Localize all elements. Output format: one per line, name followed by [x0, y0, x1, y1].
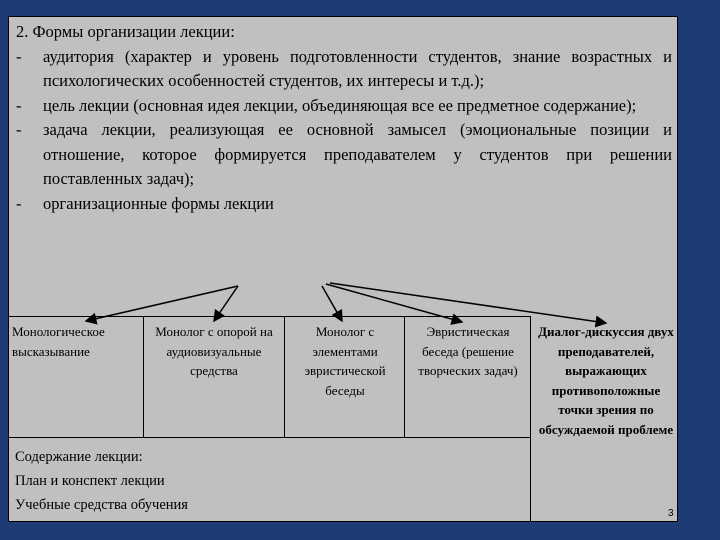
- arrow-to-monologue: [86, 286, 238, 321]
- form-dialogue-discussion: Диалог-дискуссия двух преподавателей, выражающих противоположные точки зрения по обсуждаемой проблеме: [538, 324, 674, 437]
- page-number: 3: [668, 508, 674, 519]
- bullet-dash: -: [16, 193, 22, 213]
- bullet-text: организационные формы лекции: [43, 193, 274, 213]
- form-monologue: Монологическое высказывание: [12, 324, 105, 359]
- content-line: План и конспект лекции: [15, 473, 165, 489]
- form-monologue-av: Монолог с опорой на аудиовизуальные средства: [155, 324, 273, 378]
- arrow-to-heuristic-conversation: [326, 284, 462, 322]
- content-line: Содержание лекции:: [15, 449, 143, 465]
- form-heuristic-conversation: Эвристическая беседа (решение творческих задач): [418, 324, 518, 378]
- slide-heading: 2. Формы организации лекции:: [16, 22, 235, 41]
- bullet-text: аудитория (характер и уровень подготовленности студентов, знание возрастных и психологических особенностей студентов, их интересы и т.д.);: [43, 46, 672, 90]
- arrow-to-monologue-heuristic: [322, 286, 342, 321]
- bullet-dash: -: [16, 46, 22, 66]
- bullet-text: цель лекции (основная идея лекции, объединяющая все ее предметное содержание);: [43, 95, 637, 115]
- content-line: Учебные средства обучения: [15, 497, 188, 513]
- bullet-text: задача лекции, реализующая ее основной замысел (эмоциональные позиции и отношение, которое формируется преподавателем у студентов при решении поставленных задач);: [43, 120, 672, 188]
- bullet-dash: -: [16, 95, 22, 115]
- bullet-dash: -: [16, 120, 22, 139]
- form-monologue-heuristic: Монолог с элементами эвристической беседы: [304, 324, 386, 398]
- arrow-to-dialogue: [330, 283, 606, 323]
